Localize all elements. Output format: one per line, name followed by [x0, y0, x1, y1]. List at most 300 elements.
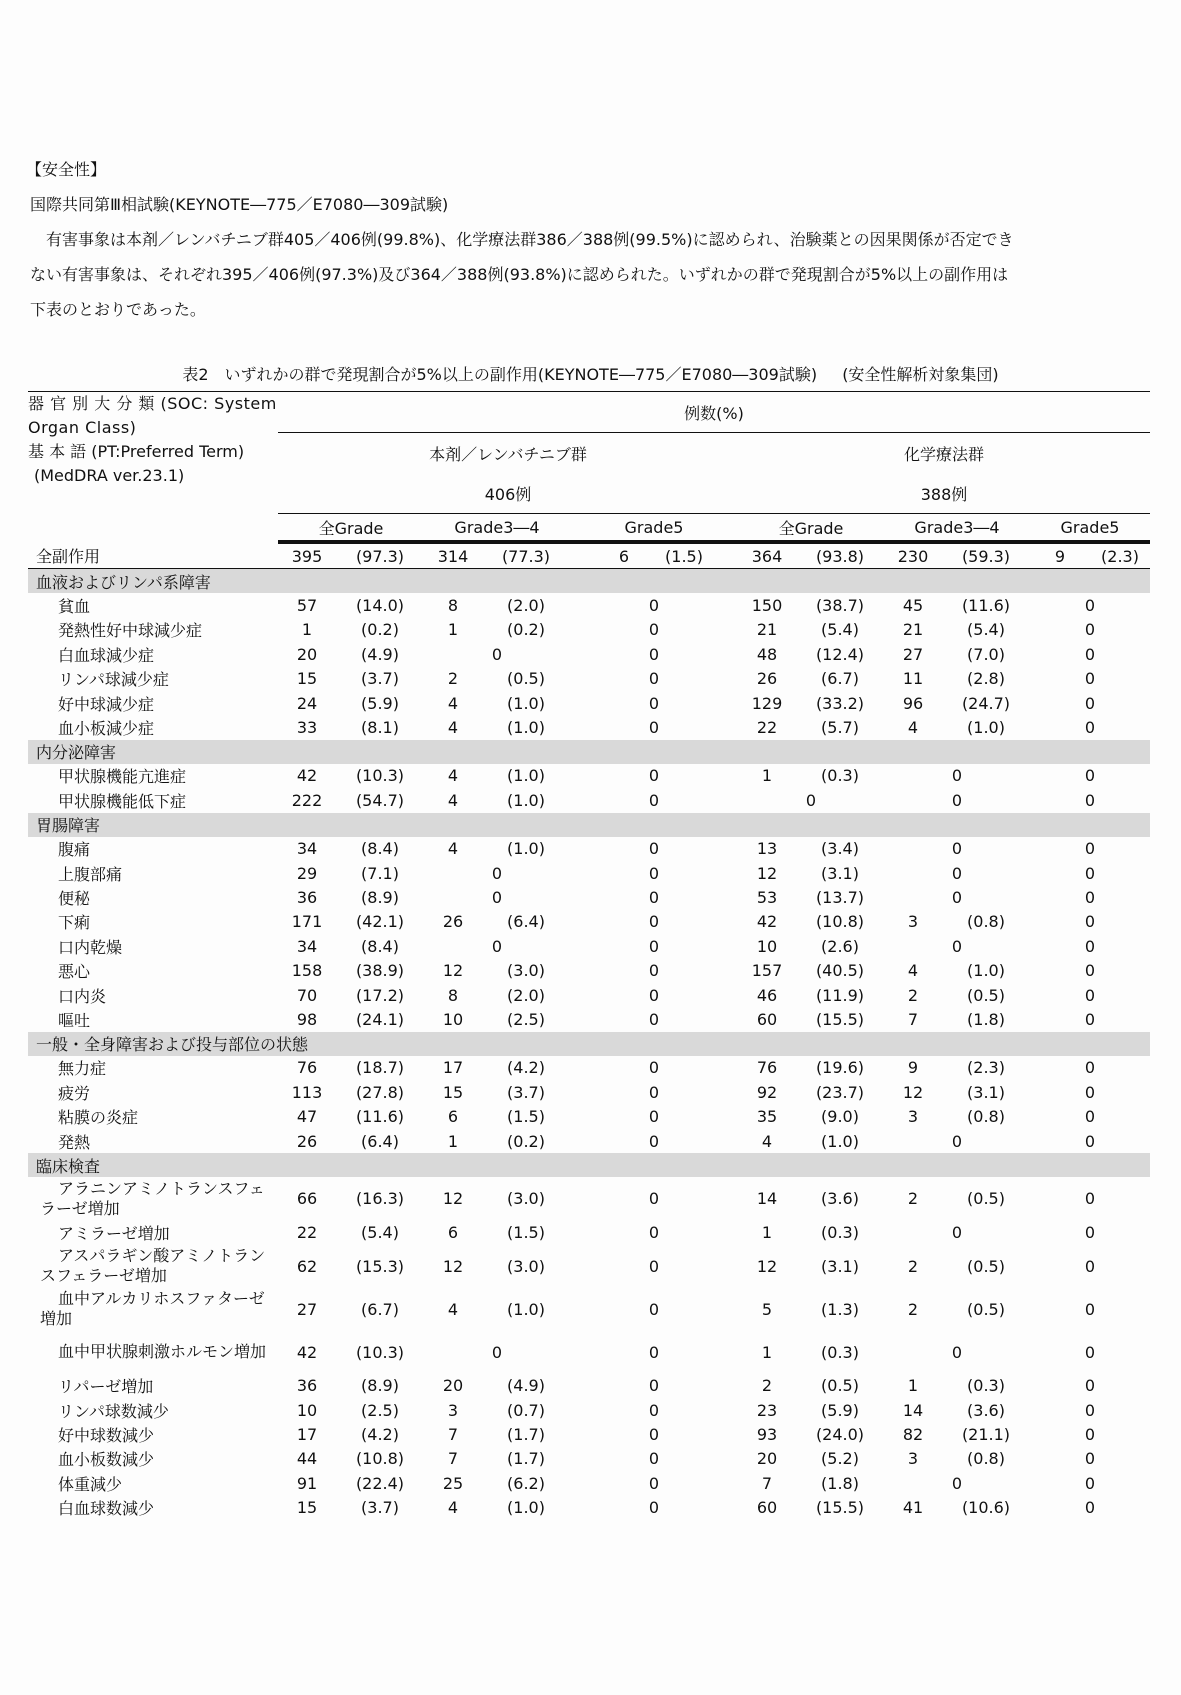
table-row: [28, 983, 1150, 1007]
cell-pct: (8.1): [361, 718, 399, 738]
cell-pct: (1.3): [821, 1299, 859, 1319]
cell-count: 4: [447, 839, 459, 859]
cell-count: 46: [756, 985, 778, 1005]
cell-pct: (10.3): [355, 1342, 405, 1362]
cell-count: 0: [951, 766, 963, 786]
cell-count: 7: [447, 1425, 459, 1445]
table-row: [28, 1080, 1150, 1104]
soc-label: 血液およびリンパ系障害: [28, 569, 1150, 594]
cell-grade5: 0: [1084, 1400, 1096, 1420]
cell-pct: (2.0): [507, 596, 545, 616]
table-body: [28, 542, 1150, 1520]
cell-count: 113: [291, 1082, 323, 1102]
all-adr-value: (77.3): [482, 542, 570, 569]
cell-pct: (3.6): [821, 1189, 859, 1209]
cell-count: 2: [761, 1376, 773, 1396]
cell-count: 1: [907, 1376, 919, 1396]
cell-count: 15: [296, 669, 318, 689]
soc-row: [28, 1153, 1150, 1177]
cell-pct: (6.2): [507, 1473, 545, 1493]
pt-name: 口内乾燥: [58, 937, 123, 957]
header-group1: 本剤／レンバチニブ群: [429, 444, 587, 464]
cell-count: 41: [902, 1498, 924, 1518]
soc-label: 臨床検査: [28, 1153, 1150, 1177]
grade5-count: 9: [1054, 546, 1066, 566]
cell-grade5: 0: [1084, 1222, 1096, 1242]
table-row: [28, 1447, 1150, 1471]
table-row: [28, 1422, 1150, 1446]
cell-count: 0: [951, 790, 963, 810]
cell-count: 0: [951, 1222, 963, 1242]
cell-pct: (6.7): [821, 669, 859, 689]
cell-pct: (2.8): [967, 669, 1005, 689]
cell-count: 8: [447, 596, 459, 616]
cell-count: 222: [291, 790, 323, 810]
pt-name: リンパ球数減少: [58, 1401, 169, 1421]
cell-grade5: 0: [1084, 985, 1096, 1005]
cell-pct: (13.7): [815, 887, 865, 907]
cell-count: 12: [756, 863, 778, 883]
all-adr-value: 395: [278, 542, 336, 569]
table-row: [28, 1056, 1150, 1080]
cell-count: 157: [751, 961, 783, 981]
cell-grade5: 0: [648, 1400, 660, 1420]
cell-count: 10: [296, 1400, 318, 1420]
cell-pct: (11.9): [815, 985, 865, 1005]
table-row: [28, 691, 1150, 715]
table-row: [28, 788, 1150, 812]
cell-pct: (1.0): [507, 790, 545, 810]
cell-count: 9: [907, 1058, 919, 1078]
cell-pct: (2.6): [821, 936, 859, 956]
cell-pct: (3.7): [361, 1498, 399, 1518]
cell-pct: (38.7): [815, 596, 865, 616]
cell-count: 17: [442, 1058, 464, 1078]
cell-pct: (0.5): [967, 1299, 1005, 1319]
pt-name: 発熱: [58, 1132, 91, 1152]
table-row: [28, 1374, 1150, 1398]
pt-name: 疲労: [58, 1083, 91, 1103]
table-row: [28, 1220, 1150, 1244]
header-grade-all-g1: 全Grade: [278, 514, 424, 543]
section-title: 【安全性】: [26, 160, 107, 179]
table-row: [28, 934, 1150, 958]
cell-count: 11: [902, 669, 924, 689]
pt-name: 甲状腺機能亢進症: [58, 767, 187, 787]
all-adr-row: [28, 542, 1150, 569]
cell-grade5: 0: [648, 936, 660, 956]
cell-grade5: 0: [648, 790, 660, 810]
cell-count: 7: [447, 1449, 459, 1469]
cell-count: 6: [447, 1107, 459, 1127]
cell-pct: (4.9): [361, 644, 399, 664]
cell-pct: (40.5): [815, 961, 865, 981]
cell-grade5: 0: [648, 985, 660, 1005]
cell-count: 4: [907, 961, 919, 981]
table-row: [28, 593, 1150, 617]
cell-grade5: 0: [648, 669, 660, 689]
cell-count: 12: [442, 1256, 464, 1276]
table-row: [28, 885, 1150, 909]
cell-count: 24: [296, 693, 318, 713]
cell-count: 7: [761, 1473, 773, 1493]
cell-count: 66: [296, 1189, 318, 1209]
cell-grade5: 0: [1084, 1256, 1096, 1276]
table-row: [28, 667, 1150, 691]
cell-count: 0: [491, 1342, 503, 1362]
cell-count: 93: [756, 1425, 778, 1445]
cell-pct: (1.7): [507, 1425, 545, 1445]
cell-count: 42: [756, 912, 778, 932]
table-row: [28, 910, 1150, 934]
cell-pct: (8.9): [361, 1376, 399, 1396]
table-row: [28, 1177, 1150, 1220]
pt-name: アミラーゼ増加: [58, 1223, 170, 1243]
cell-count: 45: [902, 596, 924, 616]
cell-count: 34: [296, 936, 318, 956]
cell-pct: (1.5): [507, 1222, 545, 1242]
paragraph-line-2: ない有害事象は、それぞれ395／406例(97.3%)及び364／388例(93.8%)に認められた。いずれかの群で発現割合が5%以上の副作用は: [30, 265, 1009, 284]
cell-count: 1: [761, 766, 773, 786]
all-adr-value: 314: [424, 542, 482, 569]
cell-pct: (1.8): [967, 1009, 1005, 1029]
cell-pct: (0.8): [967, 912, 1005, 932]
cell-pct: (16.3): [355, 1189, 405, 1209]
soc-row: [28, 569, 1150, 594]
cell-grade5: 0: [1084, 644, 1096, 664]
cell-count: 27: [296, 1299, 318, 1319]
cell-grade5: 0: [648, 718, 660, 738]
cell-pct: (1.0): [967, 718, 1005, 738]
cell-grade5: 0: [1084, 936, 1096, 956]
pt-name: 粘膜の炎症: [58, 1108, 139, 1128]
soc-row: [28, 1032, 1150, 1056]
table-caption-title: 表2 いずれかの群で発現割合が5%以上の副作用(KEYNOTE―775／E7080―309試験): [182, 365, 818, 384]
table-row: [28, 642, 1150, 666]
cell-pct: (24.1): [355, 1009, 405, 1029]
pt-name: 発熱性好中球減少症: [58, 621, 203, 641]
cell-grade5: 0: [1084, 887, 1096, 907]
cell-count: 14: [756, 1189, 778, 1209]
cell-pct: (5.4): [821, 620, 859, 640]
pt-name: 腹痛: [58, 840, 91, 860]
cell-count: 3: [447, 1400, 459, 1420]
pt-name: 無力症: [58, 1059, 107, 1079]
pt-name: 白血球減少症: [58, 645, 155, 665]
cell-pct: (5.4): [361, 1222, 399, 1242]
pt-name: 便秘: [58, 888, 91, 908]
cell-count: 26: [756, 669, 778, 689]
soc-label: 胃腸障害: [28, 813, 1150, 837]
cell-grade5: 0: [648, 1299, 660, 1319]
cell-pct: (1.0): [507, 1498, 545, 1518]
cell-pct: (10.8): [815, 912, 865, 932]
cell-count: 0: [491, 936, 503, 956]
cell-pct: (2.0): [507, 985, 545, 1005]
cell-pct: (8.4): [361, 839, 399, 859]
cell-pct: (0.8): [967, 1107, 1005, 1127]
cell-pct: (5.4): [967, 620, 1005, 640]
pt-name: 血小板数減少: [58, 1450, 155, 1470]
adverse-reactions-table: [28, 391, 1150, 1520]
table-row: [28, 1288, 1150, 1331]
soc-label: 内分泌障害: [28, 740, 1150, 764]
cell-pct: (3.7): [361, 669, 399, 689]
cell-count: 4: [447, 790, 459, 810]
cell-pct: (3.1): [821, 863, 859, 883]
cell-pct: (38.9): [355, 961, 405, 981]
cell-grade5: 0: [1084, 1449, 1096, 1469]
all-adr-value: 364: [738, 542, 796, 569]
cell-pct: (0.5): [967, 985, 1005, 1005]
cell-grade5: 0: [648, 766, 660, 786]
cell-grade5: 0: [648, 1376, 660, 1396]
cell-count: 91: [296, 1473, 318, 1493]
cell-pct: (8.4): [361, 936, 399, 956]
cell-pct: (6.4): [507, 912, 545, 932]
cell-grade5: 0: [1084, 1082, 1096, 1102]
cell-pct: (19.6): [815, 1058, 865, 1078]
cell-pct: (1.0): [507, 766, 545, 786]
cell-pct: (7.0): [967, 644, 1005, 664]
cell-pct: (1.7): [507, 1449, 545, 1469]
cell-pct: (2.5): [361, 1400, 399, 1420]
cell-count: 4: [761, 1131, 773, 1151]
cell-grade5: 0: [648, 1256, 660, 1276]
cell-count: 36: [296, 887, 318, 907]
cell-count: 98: [296, 1009, 318, 1029]
cell-grade5: 0: [648, 620, 660, 640]
cell-pct: (1.0): [507, 693, 545, 713]
cell-grade5: 0: [1084, 912, 1096, 932]
pt-name: 口内炎: [58, 986, 107, 1006]
cell-grade5: 0: [648, 1449, 660, 1469]
cell-pct: (23.7): [815, 1082, 865, 1102]
cell-count: 3: [907, 1107, 919, 1127]
all-adr-grade5: [570, 542, 738, 569]
cell-count: 82: [902, 1425, 924, 1445]
table-row: [28, 837, 1150, 861]
cell-grade5: 0: [648, 912, 660, 932]
cell-pct: (2.5): [507, 1009, 545, 1029]
cell-grade5: 0: [648, 1107, 660, 1127]
cell-grade5: 0: [648, 887, 660, 907]
cell-pct: (21.1): [961, 1425, 1011, 1445]
cell-count: 60: [756, 1498, 778, 1518]
cell-count: 0: [951, 839, 963, 859]
cell-pct: (0.2): [507, 620, 545, 640]
cell-grade5: 0: [648, 1058, 660, 1078]
cell-pct: (33.2): [815, 693, 865, 713]
cell-grade5: 0: [648, 693, 660, 713]
pt-name: 血中アルカリホスファターゼ増加: [40, 1289, 265, 1329]
cell-pct: (1.5): [507, 1107, 545, 1127]
cell-grade5: 0: [1084, 1131, 1096, 1151]
cell-pct: (17.2): [355, 985, 405, 1005]
cell-pct: (6.4): [361, 1131, 399, 1151]
cell-pct: (54.7): [355, 790, 405, 810]
cell-grade5: 0: [1084, 718, 1096, 738]
cell-grade5: 0: [1084, 961, 1096, 981]
cell-pct: (3.0): [507, 1256, 545, 1276]
cell-grade5: 0: [648, 1342, 660, 1362]
cell-count: 17: [296, 1425, 318, 1445]
cell-pct: (1.0): [821, 1131, 859, 1151]
cell-pct: (15.3): [355, 1256, 405, 1276]
cell-count: 42: [296, 766, 318, 786]
cell-pct: (7.1): [361, 863, 399, 883]
cell-count: 53: [756, 887, 778, 907]
cell-pct: (22.4): [355, 1473, 405, 1493]
cell-count: 62: [296, 1256, 318, 1276]
cell-count: 12: [902, 1082, 924, 1102]
table-caption-suffix: (安全性解析対象集団): [842, 365, 999, 384]
cell-pct: (1.0): [967, 961, 1005, 981]
cell-pct: (10.6): [961, 1498, 1011, 1518]
cell-grade5: 0: [1084, 1498, 1096, 1518]
cell-pct: (11.6): [961, 596, 1011, 616]
header-soc-label: 器 官 別 大 分 類 (SOC: System Organ Class): [28, 394, 277, 437]
pt-name: アラニンアミノトランスフェラーゼ増加: [40, 1178, 265, 1218]
cell-count: 33: [296, 718, 318, 738]
all-adr-value: 230: [884, 542, 942, 569]
cell-pct: (0.5): [967, 1256, 1005, 1276]
pt-name: 血小板減少症: [58, 719, 155, 739]
cell-pct: (0.2): [507, 1131, 545, 1151]
cell-count: 2: [907, 1256, 919, 1276]
cell-count: 1: [447, 1131, 459, 1151]
cell-pct: (0.8): [967, 1449, 1005, 1469]
paragraph-line-3: 下表のとおりであった。: [30, 300, 206, 319]
cell-pct: (5.7): [821, 718, 859, 738]
intro-text: [26, 152, 1150, 327]
cell-pct: (0.2): [361, 620, 399, 640]
cell-grade5: 0: [648, 961, 660, 981]
cell-count: 0: [805, 790, 817, 810]
cell-pct: (1.0): [507, 1299, 545, 1319]
cell-count: 76: [756, 1058, 778, 1078]
cell-pct: (5.9): [821, 1400, 859, 1420]
pt-name: 悪心: [58, 962, 91, 982]
cell-pct: (3.6): [967, 1400, 1005, 1420]
cell-count: 96: [902, 693, 924, 713]
all-adr-value: (59.3): [942, 542, 1030, 569]
cell-grade5: 0: [1084, 1376, 1096, 1396]
pt-name: 白血球数減少: [58, 1499, 155, 1519]
grade5-pct: (1.5): [665, 546, 703, 566]
grade5-count: 6: [618, 546, 630, 566]
cell-pct: (6.7): [361, 1299, 399, 1319]
cell-grade5: 0: [1084, 1425, 1096, 1445]
cell-count: 4: [447, 766, 459, 786]
cell-grade5: 0: [1084, 1058, 1096, 1078]
cell-count: 0: [491, 644, 503, 664]
cell-grade5: 0: [1084, 1473, 1096, 1493]
cell-grade5: 0: [648, 1131, 660, 1151]
cell-count: 1: [301, 620, 313, 640]
cell-pct: (0.5): [507, 669, 545, 689]
cell-count: 0: [951, 887, 963, 907]
cell-pct: (5.9): [361, 693, 399, 713]
header-grade5-g1: Grade5: [570, 514, 738, 543]
cell-grade5: 0: [648, 596, 660, 616]
cell-count: 12: [756, 1256, 778, 1276]
cell-grade5: 0: [648, 1009, 660, 1029]
cell-count: 92: [756, 1082, 778, 1102]
table-row: [28, 1471, 1150, 1495]
cell-count: 10: [442, 1009, 464, 1029]
cell-count: 76: [296, 1058, 318, 1078]
cell-pct: (3.0): [507, 1189, 545, 1209]
cell-pct: (1.8): [821, 1473, 859, 1493]
all-adr-label: 全副作用: [28, 542, 278, 569]
cell-pct: (2.3): [967, 1058, 1005, 1078]
cell-pct: (3.7): [507, 1082, 545, 1102]
cell-count: 57: [296, 596, 318, 616]
cell-count: 12: [442, 1189, 464, 1209]
soc-row: [28, 813, 1150, 837]
cell-count: 14: [902, 1400, 924, 1420]
pt-name: 好中球数減少: [58, 1426, 155, 1446]
cell-count: 8: [447, 985, 459, 1005]
cell-grade5: 0: [648, 1082, 660, 1102]
cell-grade5: 0: [648, 1473, 660, 1493]
pt-name: 嘔吐: [58, 1010, 91, 1030]
cell-count: 5: [761, 1299, 773, 1319]
cell-count: 171: [291, 912, 323, 932]
cell-pct: (0.5): [967, 1189, 1005, 1209]
cell-count: 13: [756, 839, 778, 859]
cell-count: 36: [296, 1376, 318, 1396]
cell-count: 15: [296, 1498, 318, 1518]
pt-name: 下痢: [58, 913, 91, 933]
cell-pct: (0.3): [821, 766, 859, 786]
pt-name: 貧血: [58, 597, 91, 617]
cell-count: 21: [902, 620, 924, 640]
table-row: [28, 958, 1150, 982]
cell-count: 60: [756, 1009, 778, 1029]
cell-grade5: 0: [648, 1425, 660, 1445]
cell-count: 15: [442, 1082, 464, 1102]
cell-count: 4: [447, 693, 459, 713]
cell-count: 4: [447, 718, 459, 738]
cell-grade5: 0: [1084, 1342, 1096, 1362]
cell-grade5: 0: [1084, 1107, 1096, 1127]
cell-count: 29: [296, 863, 318, 883]
cell-pct: (11.6): [355, 1107, 405, 1127]
cell-pct: (4.9): [507, 1376, 545, 1396]
cell-count: 35: [756, 1107, 778, 1127]
cell-count: 26: [442, 912, 464, 932]
cell-count: 7: [907, 1009, 919, 1029]
all-adr-value: (93.8): [796, 542, 884, 569]
cell-count: 0: [951, 1131, 963, 1151]
cell-pct: (24.0): [815, 1425, 865, 1445]
cell-count: 21: [756, 620, 778, 640]
cell-pct: (8.9): [361, 887, 399, 907]
cell-count: 1: [447, 620, 459, 640]
soc-row: [28, 740, 1150, 764]
pt-name: 血中甲状腺刺激ホルモン増加: [58, 1342, 267, 1362]
header-group2: 化学療法群: [903, 444, 984, 464]
cell-count: 0: [951, 1473, 963, 1493]
cell-grade5: 0: [1084, 1009, 1096, 1029]
cell-grade5: 0: [1084, 620, 1096, 640]
cell-count: 2: [907, 1299, 919, 1319]
table-row: [28, 1245, 1150, 1288]
cell-pct: (10.8): [355, 1449, 405, 1469]
cell-count: 27: [902, 644, 924, 664]
